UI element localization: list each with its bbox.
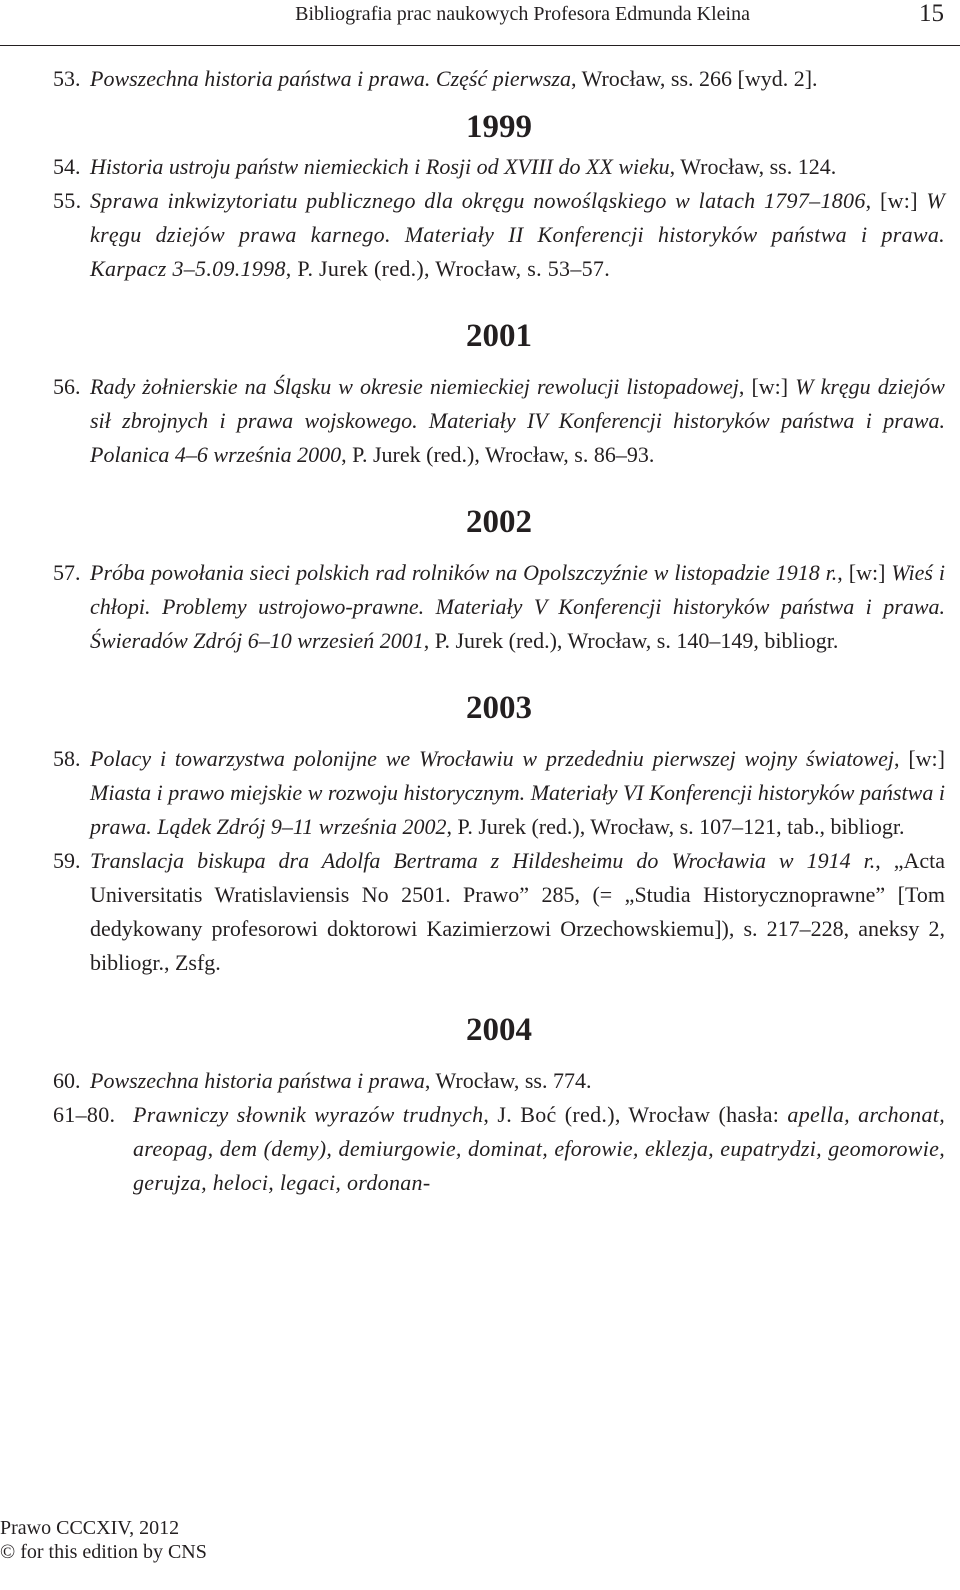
entry-number: 60. xyxy=(53,1068,81,1093)
entry-connector: , [w:] xyxy=(738,374,796,399)
entry-number: 58. xyxy=(53,746,81,771)
entry-title: Prawniczy słownik wyrazów trudnych xyxy=(133,1102,484,1127)
entry-source-title: Wieś i chłopi. Problemy ustrojowo-prawne. Materiały V Konferencji historyków państwa i prawa. Świeradów Zdrój 6–10 wrzesień 2001 xyxy=(90,560,945,653)
copyright-notice: © for this edition by CNS xyxy=(0,1541,207,1563)
entry-57 xyxy=(53,556,945,658)
entry-number: 55. xyxy=(53,188,82,213)
journal-imprint: Prawo CCCXIV, 2012 xyxy=(0,1517,180,1539)
entry-details: , P. Jurek (red.), Wrocław, s. 86–93. xyxy=(341,442,655,467)
entry-details: , Wrocław, ss. 124. xyxy=(669,154,837,179)
publisher-imprint xyxy=(0,1516,207,1564)
entry-number: 56. xyxy=(53,374,81,399)
entry-61-80 xyxy=(53,1098,945,1200)
running-header xyxy=(0,0,960,46)
entry-title: Translacja biskupa dra Adolfa Bertrama z Hildesheimu do Wrocławia w 1914 r. xyxy=(90,848,876,873)
entry-title: Sprawa inkwizytoriatu publicznego dla okręgu nowośląskiego w latach 1797–1806 xyxy=(90,188,866,213)
year-heading-2004: 2004 xyxy=(466,1012,532,1048)
entry-terms: apella, archonat, areopag, dem (demy), demiurgowie, dominat, eforowie, eklezja, eupatrydzi, geomorowie, gerujza, heloci, legaci, ordonan- xyxy=(133,1102,945,1195)
entry-connector: , [w:] xyxy=(837,560,892,585)
entry-number: 54. xyxy=(53,154,81,179)
year-heading-2001: 2001 xyxy=(466,318,532,354)
entry-connector: , [w:] xyxy=(893,746,945,771)
entry-connector: , J. Boć (red.), Wrocław (hasła: xyxy=(483,1102,788,1127)
entry-details: , Wrocław, ss. 266 [wyd. 2]. xyxy=(570,66,818,91)
entry-59 xyxy=(53,844,945,980)
entry-details: , „Acta Universitatis Wratislaviensis No 2501. Prawo” 285, (= „Studia Historycznoprawne” [Tom dedykowany profesorowi doktorowi Kazimierzowi Orzechowskiemu]), s. 217–228, aneksy 2, bibliogr., Zsfg. xyxy=(90,848,946,975)
page-number: 15 xyxy=(919,0,944,27)
entry-number: 53. xyxy=(53,66,81,91)
entry-title: Historia ustroju państw niemieckich i Rosji od XVIII do XX wieku xyxy=(90,154,670,179)
entry-details: , P. Jurek (red.), Wrocław, s. 140–149, bibliogr. xyxy=(423,628,839,653)
entry-58 xyxy=(53,742,945,844)
entry-54 xyxy=(53,150,945,184)
entry-details: , P. Jurek (red.), Wrocław, s. 107–121, tab., bibliogr. xyxy=(446,814,905,839)
entry-source-title: W kręgu dziejów prawa karnego. Materiały II Konferencji historyków państwa i prawa. Karpacz 3–5.09.1998 xyxy=(90,188,945,281)
entry-title: Polacy i towarzystwa polonijne we Wrocławiu w przededniu pierwszej wojny światowej xyxy=(90,746,894,771)
entry-title: Powszechna historia państwa i prawa xyxy=(90,1068,425,1093)
entry-number: 57. xyxy=(53,560,81,585)
entry-53 xyxy=(53,62,945,96)
entry-number: 59. xyxy=(53,848,81,873)
entry-number: 61–80. xyxy=(53,1102,116,1127)
entry-title: Powszechna historia państwa i prawa. Część pierwsza xyxy=(90,66,571,91)
entry-title: Próba powołania sieci polskich rad rolników na Opolszczyźnie w listopadzie 1918 r. xyxy=(90,560,838,585)
entry-details: , P. Jurek (red.), Wrocław, s. 53–57. xyxy=(285,256,611,281)
entry-details: , Wrocław, ss. 774. xyxy=(424,1068,592,1093)
year-heading-2003: 2003 xyxy=(466,690,532,726)
year-heading-2002: 2002 xyxy=(466,504,532,540)
bibliography-list xyxy=(53,60,945,1200)
year-heading-1999: 1999 xyxy=(466,109,532,145)
entry-title: Rady żołnierskie na Śląsku w okresie niemieckiej rewolucji listopadowej xyxy=(90,374,739,399)
entry-55 xyxy=(53,184,945,286)
entry-60 xyxy=(53,1064,945,1098)
running-title: Bibliografia prac naukowych Profesora Edmunda Kleina xyxy=(295,3,750,25)
entry-source-title: Miasta i prawo miejskie w rozwoju historycznym. Materiały VI Konferencji historyków państwa i prawa. Lądek Zdrój 9–11 września 2002 xyxy=(90,780,945,839)
entry-56 xyxy=(53,370,945,472)
entry-source-title: W kręgu dziejów sił zbrojnych i prawa wojskowego. Materiały IV Konferencji historyków państwa i prawa. Polanica 4–6 września 2000 xyxy=(90,374,945,467)
entry-connector: , [w:] xyxy=(865,188,927,213)
